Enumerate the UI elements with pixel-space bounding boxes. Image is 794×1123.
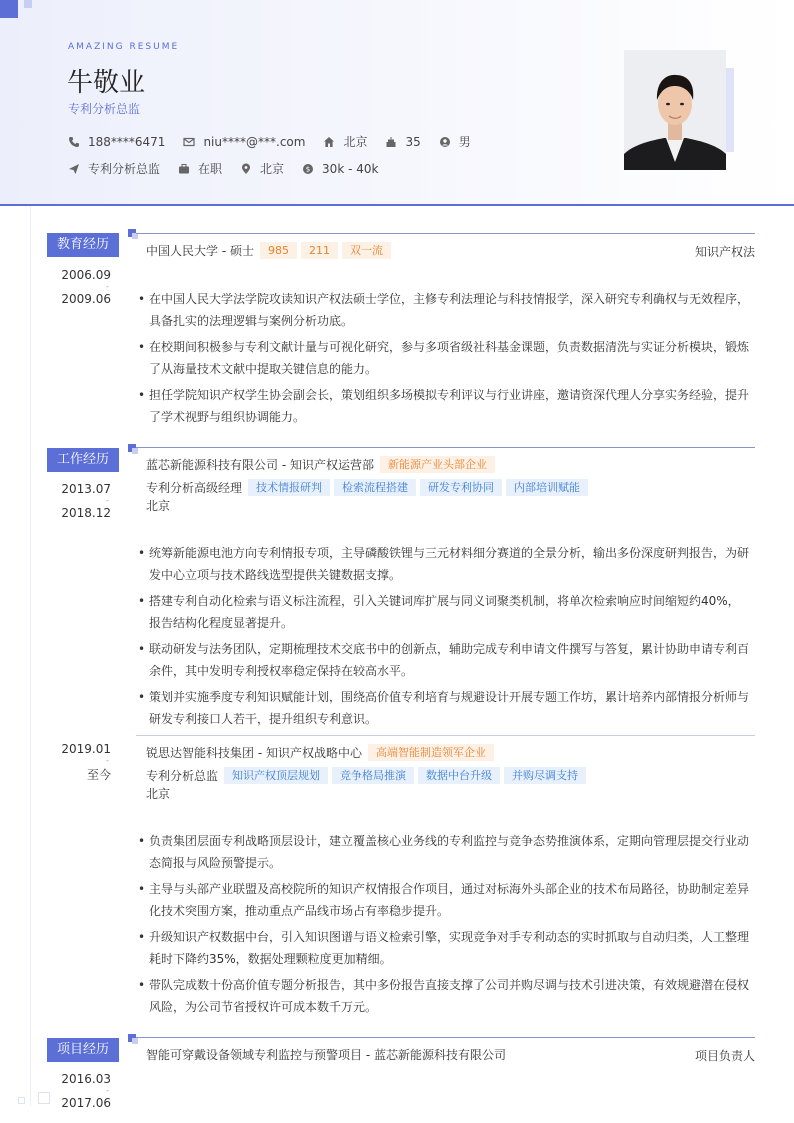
- contact-email: [183, 135, 305, 149]
- contact-city-text: 北京: [343, 135, 368, 149]
- work1-company: [146, 456, 495, 473]
- work1-end-date: 2018.12: [61, 506, 111, 520]
- work2-position: 专利分析总监: [146, 769, 219, 783]
- edu-start-date: 2006.09: [61, 268, 111, 282]
- intent-salary: [302, 162, 378, 176]
- work2-start-date: 2019.01: [61, 742, 111, 756]
- work2-company-text: 锐思达智能科技集团 - 知识产权战略中心: [146, 746, 362, 760]
- contact-row: [68, 133, 489, 150]
- date-dash: -: [106, 756, 109, 765]
- briefcase-icon: [178, 163, 190, 175]
- intent-city: [240, 160, 284, 177]
- bullet-item: • 在校期间积极参与专利文献计量与可视化研究，参与多项省级社科基金课题，负责数据清洗与实证分析模块，锻炼了从海量技术文献中提取关键信息的能力。: [136, 336, 750, 380]
- edu-tag: 985: [260, 242, 297, 259]
- bullet-item: • 在中国人民大学法学院攻读知识产权法硕士学位，主修专利法理论与科技情报学，深入研究专利确权与无效程序，具备扎实的法理逻辑与案例分析功底。: [136, 288, 750, 332]
- skill-tag: 并购尽调支持: [504, 767, 586, 784]
- section-marker: [128, 1034, 136, 1042]
- bullet-item: • 统筹新能源电池方向专利情报专项，主导磷酸铁锂与三元材料细分赛道的全景分析，输出多份深度研判报告，为研发中心立项与技术路线选型提供关键数据支撑。: [136, 542, 750, 586]
- bullet-item: • 联动研发与法务团队，定期梳理技术交底书中的创新点，辅助完成专利申请文件撰写与答复，累计协助申请专利百余件，其中发明专利授权率稳定保持在较高水平。: [136, 638, 750, 682]
- skill-tag: 内部培训赋能: [506, 479, 588, 496]
- intent-status: [178, 160, 222, 177]
- date-dash: -: [106, 282, 109, 291]
- candidate-name: 牛敬业: [67, 68, 146, 98]
- work2-end-date: 至今: [86, 768, 111, 782]
- left-decor-line: [30, 206, 31, 1106]
- work2-bullets: [136, 830, 750, 1022]
- section-marker: [128, 444, 136, 452]
- mail-icon: [183, 136, 195, 148]
- project-end-date: 2017.06: [61, 1096, 111, 1110]
- bullet-item: • 担任学院知识产权学生协会副会长，策划组织多场模拟专利评议与行业讲座，邀请资深代理人分享实务经验，提升了学术视野与组织协调能力。: [136, 384, 750, 428]
- job-intent-row: [68, 160, 396, 177]
- work1-start-date: 2013.07: [61, 482, 111, 496]
- edu-tag: 双一流: [342, 242, 391, 259]
- company-tag: 新能源产业头部企业: [380, 456, 495, 473]
- skill-tag: 检索流程搭建: [334, 479, 416, 496]
- brand-label: AMAZING RESUME: [68, 42, 180, 52]
- bullet-item: • 策划并实施季度专利知识赋能计划，围绕高价值专利培育与规避设计开展专题工作坊，累计培养内部情报分析师与研发专利接口人若干，提升组织专利意识。: [136, 686, 750, 730]
- intent-salary-text: 30k - 40k: [322, 161, 379, 176]
- company-tag: 高端智能制造领军企业: [368, 744, 494, 761]
- contact-gender: [439, 133, 471, 150]
- contact-phone: [68, 135, 165, 149]
- profile-photo: [624, 50, 726, 170]
- section-title-education: 教育经历: [47, 233, 119, 257]
- decor-square-outline: [38, 1092, 50, 1104]
- intent-position: [68, 160, 160, 177]
- bullet-item: • 带队完成数十份高价值专题分析报告，其中多份报告直接支撑了公司并购尽调与技术引进决策，有效规避潜在侵权风险，为公司节省授权许可成本数千万元。: [136, 974, 750, 1018]
- work2-position-row: [146, 767, 586, 784]
- work1-position: 专利分析高级经理: [146, 481, 243, 495]
- edu-school-text: 中国人民大学 - 硕士: [146, 244, 254, 258]
- decor-square: [0, 0, 18, 18]
- contact-gender-text: 男: [458, 135, 471, 149]
- candidate-role: 专利分析总监: [68, 102, 141, 116]
- skill-tag: 数据中台升级: [418, 767, 500, 784]
- intent-status-text: 在职: [198, 162, 223, 176]
- date-dash: -: [106, 496, 109, 505]
- edu-bullets: [136, 288, 750, 432]
- bullet-item: • 搭建专利自动化检索与语义标注流程，引入关键词库扩展与同义词聚类机制，将单次检索响应时间缩短约40%，报告结构化程度显著提升。: [136, 590, 750, 634]
- edu-major: 知识产权法: [694, 245, 755, 259]
- work1-bullets: [136, 542, 750, 734]
- resume-header: [0, 0, 794, 206]
- edu-school: [146, 242, 391, 259]
- section-marker: [128, 229, 136, 237]
- bullet-item: • 升级知识产权数据中台，引入知识图谱与语义检索引擎，实现竞争对手专利动态的实时抓取与自动归类，人工整理耗时下降约35%，数据处理颗粒度更加精细。: [136, 926, 750, 970]
- section-divider: [136, 447, 755, 448]
- project-start-date: 2016.03: [61, 1072, 111, 1086]
- section-divider: [136, 1037, 755, 1038]
- skill-tag: 知识产权顶层规划: [224, 767, 328, 784]
- section-divider: [136, 233, 755, 234]
- contact-email-text: niu****@***.com: [203, 134, 306, 149]
- edu-end-date: 2009.06: [61, 292, 111, 306]
- bullet-item: • 负责集团层面专利战略顶层设计，建立覆盖核心业务线的专利监控与竞争态势推演体系，定期向管理层提交行业动态简报与风险预警提示。: [136, 830, 750, 874]
- edu-tag: 211: [301, 242, 338, 259]
- work1-location: 北京: [146, 499, 171, 513]
- send-icon: [68, 163, 80, 175]
- project-name: 智能可穿戴设备领域专利监控与预警项目 - 蓝芯新能源科技有限公司: [146, 1048, 506, 1062]
- contact-city: [323, 133, 367, 150]
- location-icon: [240, 163, 252, 175]
- home-icon: [323, 136, 335, 148]
- skill-tag: 研发专利协同: [420, 479, 502, 496]
- section-title-work: 工作经历: [47, 448, 119, 472]
- decor-square-small: [24, 0, 32, 8]
- phone-icon: [68, 136, 80, 148]
- work1-position-row: [146, 479, 588, 496]
- skill-tag: 技术情报研判: [248, 479, 330, 496]
- date-dash: -: [106, 1086, 109, 1095]
- salary-icon: [302, 163, 314, 175]
- project-role: 项目负责人: [694, 1049, 755, 1063]
- work2-location: 北京: [146, 787, 171, 801]
- entry-separator: [136, 735, 755, 736]
- work1-company-text: 蓝芯新能源科技有限公司 - 知识产权运营部: [146, 458, 374, 472]
- contact-age-text: 35: [405, 134, 421, 149]
- decor-square-outline: [18, 1097, 25, 1104]
- contact-phone-text: 188****6471: [88, 134, 166, 149]
- svg-text:$: $: [305, 165, 311, 173]
- gender-icon: [439, 136, 451, 148]
- intent-city-text: 北京: [260, 162, 285, 176]
- cake-icon: [385, 136, 397, 148]
- contact-age: [385, 135, 420, 149]
- intent-position-text: 专利分析总监: [88, 162, 161, 176]
- skill-tag: 竞争格局推演: [332, 767, 414, 784]
- work2-company: [146, 744, 494, 761]
- section-title-project: 项目经历: [47, 1038, 119, 1062]
- bullet-item: • 主导与头部产业联盟及高校院所的知识产权情报合作项目，通过对标海外头部企业的技术布局路径，协助制定差异化技术突围方案，推动重点产品线市场占有率稳步提升。: [136, 878, 750, 922]
